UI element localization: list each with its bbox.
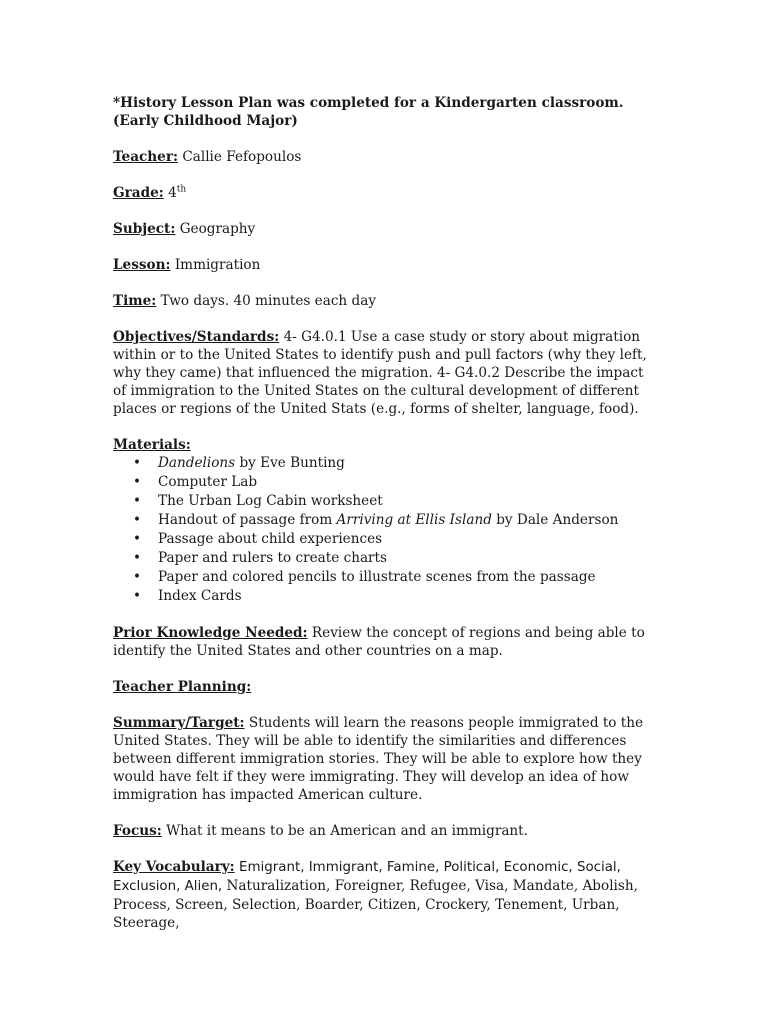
- list-item: [158, 568, 653, 587]
- teacher-field: [113, 148, 653, 166]
- time-field: [113, 292, 653, 310]
- materials-label: Materials:: [113, 437, 191, 453]
- materials-list: [113, 454, 653, 606]
- list-item: [158, 492, 653, 511]
- focus-section: [113, 822, 653, 840]
- objectives-section: [113, 328, 653, 418]
- grade-suffix: th: [176, 184, 187, 195]
- list-item: [158, 549, 653, 568]
- book-title: Dandelions: [158, 455, 236, 471]
- objectives-label: Objectives/Standards:: [113, 329, 280, 345]
- vocabulary-terms-sans: Emigrant, Immigrant, Famine, Political, Economic, Social, Exclusion, Alien,: [113, 860, 621, 894]
- list-item-text: Paper and rulers to create charts: [158, 550, 387, 566]
- list-item-text: Passage about child experiences: [158, 531, 383, 547]
- summary-text: Students will learn the reasons people immigrated to the United States. They will be able to identify the similarities and differences between different immigration stories. They will be able to explore how they would have felt if they were immigrating. They will develop an idea of how immigration has impacted American culture.: [113, 715, 644, 803]
- list-item: [158, 454, 653, 473]
- list-item-text: Computer Lab: [158, 474, 258, 490]
- teacher-planning-section: [113, 678, 653, 696]
- list-item-text: Paper and colored pencils to illustrate scenes from the passage: [158, 569, 596, 585]
- focus-text: What it means to be an American and an immigrant.: [166, 823, 528, 839]
- prior-knowledge-text: Review the concept of regions and being able to identify the United States and other countries on a map.: [113, 625, 645, 659]
- summary-section: [113, 714, 653, 804]
- document-title: *History Lesson Plan was completed for a Kindergarten classroom. (Early Childhood Major): [113, 95, 624, 129]
- list-item-text: The Urban Log Cabin worksheet: [158, 493, 383, 509]
- grade-label: Grade:: [113, 185, 164, 201]
- list-item-text: by Dale Anderson: [491, 512, 619, 528]
- grade-value: 4: [168, 185, 177, 201]
- materials-section: [113, 436, 653, 454]
- vocabulary-terms: Naturalization, Foreigner, Refugee, Visa, Mandate, Abolish, Process, Screen, Selection, Boarder, Citizen, Crockery, Tenement, Urban, Steerage,: [113, 878, 638, 931]
- list-item: [158, 473, 653, 492]
- lesson-plan-body: [113, 94, 653, 950]
- teacher-value: Callie Fefopoulos: [182, 149, 302, 165]
- list-item-text: Handout of passage from: [158, 512, 337, 528]
- book-title: Arriving at Ellis Island: [336, 512, 492, 528]
- prior-knowledge-label: Prior Knowledge Needed:: [113, 625, 308, 641]
- lesson-value: Immigration: [174, 257, 261, 273]
- list-item-text: Index Cards: [158, 588, 242, 604]
- prior-knowledge-section: [113, 624, 653, 660]
- list-item: [158, 587, 653, 606]
- list-item-text: by Eve Bunting: [235, 455, 345, 471]
- focus-label: Focus:: [113, 823, 162, 839]
- lesson-field: [113, 256, 653, 274]
- teacher-label: Teacher:: [113, 149, 179, 165]
- grade-field: [113, 184, 653, 202]
- subject-value: Geography: [179, 221, 256, 237]
- objectives-text: 4- G4.0.1 Use a case study or story about migration within or to the United States to identify push and pull factors (why they left, why they came) that influenced the migration. 4- G4.0.2 Describe the impact of immigration to the United States on the cultural development of different places or regions of the United Stats (e.g., forms of shelter, language, food).: [113, 329, 647, 417]
- summary-label: Summary/Target:: [113, 715, 245, 731]
- subject-field: [113, 220, 653, 238]
- lesson-label: Lesson:: [113, 257, 171, 273]
- list-item: [158, 511, 653, 530]
- subject-label: Subject:: [113, 221, 176, 237]
- vocabulary-label: Key Vocabulary:: [113, 859, 235, 875]
- time-value: Two days. 40 minutes each day: [160, 293, 376, 309]
- list-item: [158, 530, 653, 549]
- teacher-planning-label: Teacher Planning:: [113, 679, 252, 695]
- time-label: Time:: [113, 293, 157, 309]
- vocabulary-section: [113, 858, 653, 932]
